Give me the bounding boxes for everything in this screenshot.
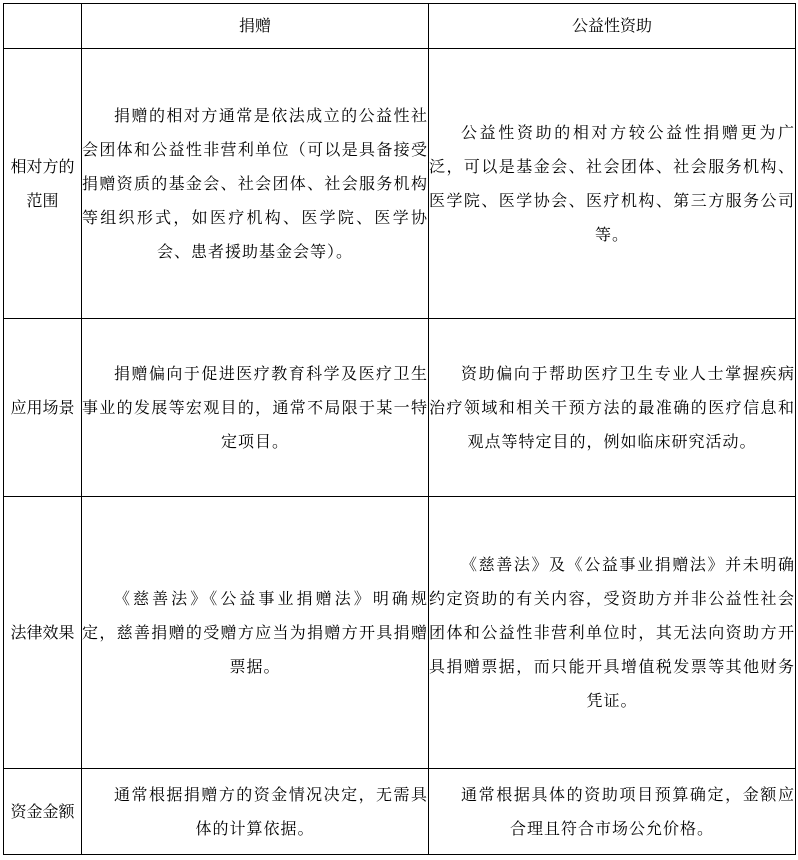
header-corner-cell — [4, 4, 82, 49]
funding-amount-cell: 通常根据具体的资助项目预算确定，金额应合理且符合市场公允价格。 — [429, 769, 796, 855]
row-label-scenario: 应用场景 — [4, 319, 82, 497]
table-row-scenario — [4, 319, 796, 497]
donation-scenario-cell: 捐赠偏向于促进医疗教育科学及医疗卫生事业的发展等宏观目的，通常不局限于某一特定项目。 — [82, 319, 429, 497]
header-row — [4, 4, 796, 49]
donation-legal-cell: 《慈善法》《公益事业捐赠法》明确规定，慈善捐赠的受赠方应当为捐赠方开具捐赠票据。 — [82, 497, 429, 769]
funding-legal-cell: 《慈善法》及《公益事业捐赠法》并未明确约定资助的有关内容，受资助方并非公益性社会团体和公益性非营利单位时，其无法向资助方开具捐赠票据，而只能开具增值税发票等其他财务凭证。 — [429, 497, 796, 769]
header-donation: 捐赠 — [82, 4, 429, 49]
row-label-amount: 资金金额 — [4, 769, 82, 855]
donation-scope-cell: 捐赠的相对方通常是依法成立的公益性社会团体和公益性非营利单位（可以是具备接受捐赠资质的基金会、社会团体、社会服务机构等组织形式，如医疗机构、医学院、医学协会、患者援助基金会等）。 — [82, 49, 429, 319]
donation-amount-cell: 通常根据捐赠方的资金情况决定，无需具体的计算依据。 — [82, 769, 429, 855]
funding-scenario-cell: 资助偏向于帮助医疗卫生专业人士掌握疾病治疗领域和相关干预方法的最准确的医疗信息和观点等特定目的，例如临床研究活动。 — [429, 319, 796, 497]
table-row-amount — [4, 769, 796, 855]
comparison-table — [3, 3, 796, 855]
table-row-legal — [4, 497, 796, 769]
row-label-scope: 相对方的范围 — [4, 49, 82, 319]
table-row-scope — [4, 49, 796, 319]
header-funding: 公益性资助 — [429, 4, 796, 49]
row-label-legal: 法律效果 — [4, 497, 82, 769]
funding-scope-cell: 公益性资助的相对方较公益性捐赠更为广泛，可以是基金会、社会团体、社会服务机构、医学院、医学协会、医疗机构、第三方服务公司等。 — [429, 49, 796, 319]
